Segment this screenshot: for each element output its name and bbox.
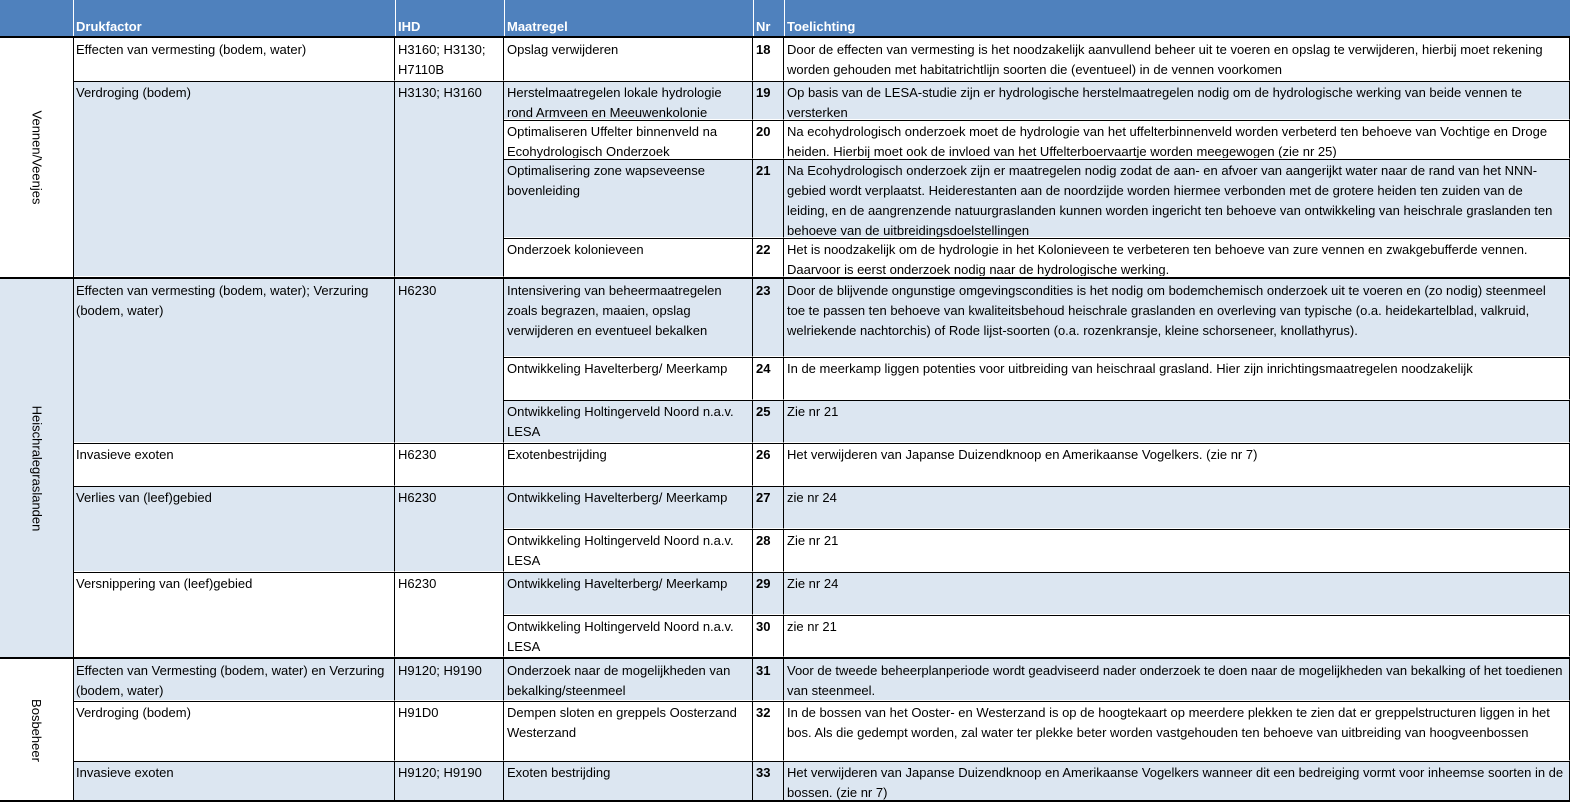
maatregel-cell[interactable]: Herstelmaatregelen lokale hydrologie rond Armveen en Meeuwenkolonie bbox=[504, 81, 753, 120]
nr-cell[interactable]: 26 bbox=[753, 443, 784, 486]
grid-line bbox=[504, 529, 1570, 530]
header-maatregel[interactable]: Maatregel bbox=[507, 19, 568, 34]
nr-cell[interactable]: 21 bbox=[753, 159, 784, 238]
toelichting-cell[interactable]: Na Ecohydrologisch onderzoek zijn er maatregelen nodig zodat de aan- en afvoer van aangerijkt water naar de rand van het NNN-gebied wordt verplaatst. Heiderestanten aan de noordzijde worden hiermee verbonden met de grotere heiden ten zuiden van de leiding, en de aangrenzende natuurgraslanden kunnen worden ingericht ten behoeve van ontwikkeling van heischrale graslanden ten behoeve van de uitbreidingsdoelstellingen bbox=[784, 159, 1570, 238]
ihd-cell[interactable]: H3130; H3160 bbox=[395, 81, 504, 277]
drukfactor-cell[interactable]: Effecten van Vermesting (bodem, water) en Verzuring (bodem, water) bbox=[73, 659, 395, 701]
toelichting-cell[interactable]: Zie nr 21 bbox=[784, 400, 1570, 443]
header-drukfactor[interactable]: Drukfactor bbox=[76, 19, 142, 34]
nr-cell[interactable]: 20 bbox=[753, 120, 784, 159]
grid-line bbox=[73, 761, 1570, 762]
grid-line bbox=[73, 36, 74, 802]
group-divider bbox=[0, 36, 1570, 38]
nr-cell[interactable]: 25 bbox=[753, 400, 784, 443]
nr-cell[interactable]: 28 bbox=[753, 529, 784, 572]
maatregel-cell[interactable]: Exoten bestrijding bbox=[504, 761, 753, 802]
group-cell-heischraal[interactable] bbox=[0, 279, 73, 657]
maatregel-cell[interactable]: Exotenbestrijding bbox=[504, 443, 753, 486]
toelichting-cell[interactable]: Op basis van de LESA-studie zijn er hydrologische herstelmaatregelen nodig om de hydrologische werking van beide vennen te versterken bbox=[784, 81, 1570, 120]
nr-cell[interactable]: 22 bbox=[753, 238, 784, 277]
group-label: Heischralegraslanden bbox=[29, 405, 44, 531]
drukfactor-cell[interactable]: Effecten van vermesting (bodem, water) bbox=[73, 38, 395, 81]
maatregel-cell[interactable]: Ontwikkeling Holtingerveld Noord n.a.v. LESA bbox=[504, 529, 753, 572]
toelichting-cell[interactable]: Door de effecten van vermesting is het noodzakelijk aanvullend beheer uit te voeren en opslag te verwijderen, hierbij moet rekening worden gehouden met habitatrichtlijn soorten die (eventueel) in de vennen voorkomen bbox=[784, 38, 1570, 81]
maatregel-cell[interactable]: Optimaliseren Uffelter binnenveld na Ecohydrologisch Onderzoek bbox=[504, 120, 753, 159]
grid-line bbox=[504, 159, 1570, 160]
toelichting-cell[interactable]: Door de blijvende ongunstige omgevingscondities is het nodig om bodemchemisch onderzoek uit te voeren en (zo nodig) steenmeel toe te passen ten behoeve van kwaliteitsbehoud heischrale graslanden en overleving van typische (o.a. heidekartelblad, valkruid, welriekende nachtorchis) of Rode lijst-soorten (o.a. rozenkransje, kleine schorseneer, knollathyrus). bbox=[784, 279, 1570, 357]
nr-cell[interactable]: 31 bbox=[753, 659, 784, 701]
grid-line bbox=[504, 357, 1570, 358]
grid-line bbox=[504, 120, 1570, 121]
maatregel-cell[interactable]: Ontwikkeling Havelterberg/ Meerkamp bbox=[504, 486, 753, 529]
toelichting-cell[interactable]: Zie nr 21 bbox=[784, 529, 1570, 572]
ihd-cell[interactable]: H9120; H9190 bbox=[395, 761, 504, 802]
toelichting-cell[interactable]: zie nr 24 bbox=[784, 486, 1570, 529]
header-divider bbox=[395, 0, 396, 36]
group-label: Bosbeheer bbox=[28, 699, 44, 762]
grid-line bbox=[504, 238, 1570, 239]
group-divider bbox=[0, 657, 1570, 659]
nr-cell[interactable]: 23 bbox=[753, 279, 784, 357]
maatregel-cell[interactable]: Onderzoek naar de mogelijkheden van bekalking/steenmeel bbox=[504, 659, 753, 701]
nr-cell[interactable]: 30 bbox=[753, 615, 784, 657]
drukfactor-cell[interactable]: Invasieve exoten bbox=[73, 443, 395, 486]
maatregel-cell[interactable]: Intensivering van beheermaatregelen zoals begrazen, maaien, opslag verwijderen en eventueel bekalken bbox=[504, 279, 753, 357]
nr-cell[interactable]: 29 bbox=[753, 572, 784, 615]
group-divider bbox=[0, 277, 1570, 279]
toelichting-cell[interactable]: Na ecohydrologisch onderzoek moet de hydrologie van het uffelterbinnenveld worden verbeterd ten behoeve van Vochtige en Droge heiden. Hierbij moet ook de invloed van het Uffelterboervaartje worden meegewogen (zie nr 25) bbox=[784, 120, 1570, 159]
maatregel-cell[interactable]: Ontwikkeling Havelterberg/ Meerkamp bbox=[504, 357, 753, 400]
header-divider bbox=[753, 0, 754, 36]
grid-line bbox=[504, 615, 1570, 616]
drukfactor-cell[interactable]: Invasieve exoten bbox=[73, 761, 395, 802]
ihd-cell[interactable]: H6230 bbox=[395, 572, 504, 657]
toelichting-cell[interactable]: Voor de tweede beheerplanperiode wordt geadviseerd nader onderzoek te doen naar de mogelijkheden van bekalking of het toedienen van steenmeel. bbox=[784, 659, 1570, 701]
maatregel-cell[interactable]: Onderzoek kolonieveen bbox=[504, 238, 753, 277]
ihd-cell[interactable]: H9120; H9190 bbox=[395, 659, 504, 701]
maatregel-cell[interactable]: Optimalisering zone wapseveense bovenleiding bbox=[504, 159, 753, 238]
table-header bbox=[0, 0, 1570, 36]
grid-line bbox=[73, 572, 1570, 573]
group-cell-bosbeheer[interactable] bbox=[0, 659, 73, 802]
toelichting-cell[interactable]: In de bossen van het Ooster- en Westerzand is op de hoogtekaart op meerdere plekken te zien dat er greppelstructuren liggen in het bos. Als die gedempt worden, zal water ter plekke beter worden vastgehouden ten behoeve van uitbreiding van hoogveenbossen bbox=[784, 701, 1570, 761]
ihd-cell[interactable]: H3160; H3130; H7110B bbox=[395, 38, 504, 81]
grid-line bbox=[73, 486, 1570, 487]
header-toelichting[interactable]: Toelichting bbox=[787, 19, 856, 34]
maatregel-cell[interactable]: Ontwikkeling Holtingerveld Noord n.a.v. LESA bbox=[504, 400, 753, 443]
header-divider bbox=[73, 0, 74, 36]
nr-cell[interactable]: 33 bbox=[753, 761, 784, 802]
toelichting-cell[interactable]: zie nr 21 bbox=[784, 615, 1570, 657]
header-ihd[interactable]: IHD bbox=[398, 19, 421, 34]
drukfactor-cell[interactable]: Verdroging (bodem) bbox=[73, 701, 395, 761]
header-divider bbox=[504, 0, 505, 36]
group-cell-vennen[interactable] bbox=[0, 38, 73, 277]
toelichting-cell[interactable]: Het verwijderen van Japanse Duizendknoop en Amerikaanse Vogelkers. (zie nr 7) bbox=[784, 443, 1570, 486]
header-nr[interactable]: Nr bbox=[756, 19, 771, 34]
drukfactor-cell[interactable]: Versnippering van (leef)gebied bbox=[73, 572, 395, 657]
toelichting-cell[interactable]: Het is noodzakelijk om de hydrologie in het Kolonieveen te verbeteren ten behoeve van zure vennen en zwakgebufferde vennen. Daarvoor is eerst onderzoek nodig naar de hydrologische werking. bbox=[784, 238, 1570, 277]
toelichting-cell[interactable]: In de meerkamp liggen potenties voor uitbreiding van heischraal grasland. Hier zijn inrichtingsmaatregelen noodzakelijk bbox=[784, 357, 1570, 400]
ihd-cell[interactable]: H6230 bbox=[395, 443, 504, 486]
grid-line bbox=[73, 443, 1570, 444]
ihd-cell[interactable]: H91D0 bbox=[395, 701, 504, 761]
toelichting-cell[interactable]: Zie nr 24 bbox=[784, 572, 1570, 615]
nr-cell[interactable]: 19 bbox=[753, 81, 784, 120]
header-divider bbox=[784, 0, 785, 36]
ihd-cell[interactable]: H6230 bbox=[395, 279, 504, 443]
group-label: Vennen/Veenjes bbox=[29, 110, 45, 205]
grid-line bbox=[73, 81, 1570, 82]
grid-line bbox=[504, 400, 1570, 401]
toelichting-cell[interactable]: Het verwijderen van Japanse Duizendknoop en Amerikaanse Vogelkers wanneer dit een bedreiging vormt voor inheemse soorten in de bossen. (zie nr 7) bbox=[784, 761, 1570, 802]
ihd-cell[interactable]: H6230 bbox=[395, 486, 504, 572]
drukfactor-cell[interactable]: Verdroging (bodem) bbox=[73, 81, 395, 277]
drukfactor-cell[interactable]: Verlies van (leef)gebied bbox=[73, 486, 395, 572]
grid-line bbox=[73, 701, 1570, 702]
nr-cell[interactable]: 32 bbox=[753, 701, 784, 761]
maatregel-cell[interactable]: Opslag verwijderen bbox=[504, 38, 753, 81]
maatregel-cell[interactable]: Ontwikkeling Holtingerveld Noord n.a.v. LESA bbox=[504, 615, 753, 657]
maatregel-cell[interactable]: Dempen sloten en greppels Oosterzand Westerzand bbox=[504, 701, 753, 761]
nr-cell[interactable]: 27 bbox=[753, 486, 784, 529]
maatregel-cell[interactable]: Ontwikkeling Havelterberg/ Meerkamp bbox=[504, 572, 753, 615]
nr-cell[interactable]: 18 bbox=[753, 38, 784, 81]
drukfactor-cell[interactable]: Effecten van vermesting (bodem, water); Verzuring (bodem, water) bbox=[73, 279, 395, 443]
nr-cell[interactable]: 24 bbox=[753, 357, 784, 400]
